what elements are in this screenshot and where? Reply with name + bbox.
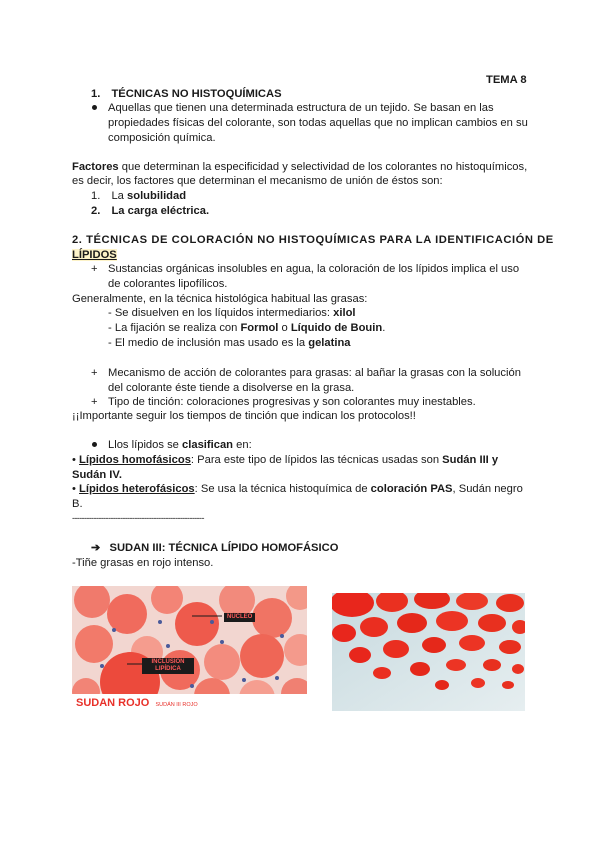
- label-inclusion: [142, 658, 194, 674]
- plus-bullet-3: +: [91, 396, 98, 408]
- clasif-pre: Llos lípidos se: [108, 439, 183, 451]
- dash-item-3: - El medio de inclusión mas usado es la gelatina: [108, 337, 351, 349]
- dash-2-mid: o: [278, 322, 291, 334]
- homo-label: Lípidos homofásicos: [79, 454, 191, 466]
- label-inclusion-line-2: LIPÍDICA: [155, 666, 181, 672]
- section1-title: TÉCNICAS NO HISTOQUÍMICAS: [111, 88, 282, 100]
- label-nucleo: NÚCLEO: [224, 613, 255, 622]
- label-inclusion-line-1: INCLUSIÓN: [151, 659, 185, 665]
- caption-main: SUDAN ROJO: [76, 697, 150, 709]
- section1-heading: [91, 87, 282, 101]
- sudan-heading: [91, 541, 338, 555]
- droplets-svg: [332, 593, 525, 711]
- section2-title-line-1: 2. TÉCNICAS DE COLORACIÓN NO HISTOQUÍMICAS PARA LA IDENTIFICACIÓN DE: [72, 234, 554, 246]
- plus1-line-1: Sustancias orgánicas insolubles en agua, la coloración de los lípidos implica el uso: [108, 263, 520, 275]
- sudan-subtitle: -Tiñe grasas en rojo intenso.: [72, 557, 214, 569]
- clasif-end: en:: [233, 439, 252, 451]
- factores-item-1-number: 1.: [91, 190, 101, 202]
- factores-text: que determinan la especificidad y selectividad de los colorantes no histoquímicos,: [118, 161, 528, 173]
- sudan-droplets-image: [332, 593, 525, 711]
- factores-line-2: es decir, los factores que determinan el mecanismo de unión de éstos son:: [72, 175, 443, 187]
- plus-bullet-1: +: [91, 263, 98, 275]
- caption-small: SUDÁN III ROJO: [155, 702, 198, 708]
- plus1-line-2: de colorantes lipofílicos.: [108, 278, 228, 290]
- factores-lead: Factores: [72, 161, 119, 173]
- important-line: ¡¡Importante seguir los tiempos de tinción que indican los protocolos!!: [72, 410, 416, 422]
- hetero-end: , Sudán negro: [452, 483, 523, 495]
- dash-3-bold: gelatina: [308, 337, 351, 349]
- clasif-bold: clasifican: [182, 439, 234, 451]
- factores-item-1: [91, 189, 186, 203]
- general-line: Generalmente, en la técnica histológica habitual las grasas:: [72, 293, 368, 305]
- hetero-bold: coloración PAS: [370, 483, 453, 495]
- hetero-line-1: • Lípidos heterofásicos: Se usa la técnica histoquímica de coloración PAS, Sudán negro: [72, 483, 523, 495]
- section1-number: 1.: [91, 88, 101, 100]
- homo-line-2: Sudán IV.: [72, 469, 122, 481]
- factores-item-1-bold: solubilidad: [127, 190, 187, 202]
- arrow-icon: ➔: [91, 542, 101, 554]
- factores-item-2-number: 2.: [91, 205, 101, 217]
- homo-text: : Para este tipo de lípidos las técnicas usadas son: [190, 454, 443, 466]
- homo-bold: Sudán III y: [442, 454, 499, 466]
- plus-bullet-2: +: [91, 367, 98, 379]
- section1-bullet-line-3: composición química.: [108, 132, 216, 144]
- dash-3-pre: El medio de inclusión mas usado es la: [114, 337, 309, 349]
- section1-bullet-line-2: propiedades físicas del colorante, son todas aquellas que no implican cambios en su: [108, 117, 528, 129]
- plus2-line-1: Mecanismo de acción de colorantes para grasas: al bañar la grasas con la solución: [108, 367, 521, 379]
- dash-2-end: .: [382, 322, 386, 334]
- micrograph-svg: [72, 586, 307, 712]
- lipidos-highlight: LÍPIDOS: [72, 249, 117, 261]
- plus2-line-2: del colorante éste tiende a disolverse en la grasa.: [108, 382, 355, 394]
- factores-item-2: [91, 204, 209, 218]
- factores-item-2-text: La carga eléctrica.: [111, 205, 210, 217]
- dash-1-pre: Se disuelven en los líquidos intermediarios:: [114, 307, 334, 319]
- dash-1-bold: xilol: [333, 307, 356, 319]
- sudan-title: SUDAN III: TÉCNICA LÍPIDO HOMOFÁSICO: [109, 542, 339, 554]
- hetero-label: Lípidos heterofásicos: [79, 483, 195, 495]
- tema-label: TEMA 8: [486, 74, 527, 86]
- sudan-rojo-micrograph: [72, 586, 307, 712]
- dash-item-2: - La fijación se realiza con Formol o Líquido de Bouin.: [108, 322, 386, 334]
- dash-2-bold-1: Formol: [240, 322, 279, 334]
- clasif-line: [108, 438, 252, 452]
- section1-bullet-line-1: Aquellas que tienen una determinada estructura de un tejido. Se basan en las: [108, 102, 494, 114]
- hetero-text: : Se usa la técnica histoquímica de: [194, 483, 371, 495]
- dash-item-1: - Se disuelven en los líquidos intermediarios: xilol: [108, 307, 356, 319]
- dash-2-pre: La fijación se realiza con: [114, 322, 241, 334]
- plus3-line: Tipo de tinción: coloraciones progresivas y son colorantes muy inestables.: [108, 396, 476, 408]
- factores-item-1-pre: La: [111, 190, 128, 202]
- factores-line-1: [72, 160, 527, 174]
- section1-bullet: [92, 105, 97, 110]
- section2-title-line-2: [72, 248, 117, 262]
- dash-2-bold-2: Líquido de Bouin: [290, 322, 383, 334]
- separator-line: -------------------------------------------------------: [72, 513, 204, 523]
- caption-sudan-rojo: [76, 697, 198, 709]
- homo-line-1: • Lípidos homofásicos: Para este tipo de lípidos las técnicas usadas son Sudán III y: [72, 454, 499, 466]
- hetero-line-2: B.: [72, 498, 83, 510]
- clasif-bullet: [92, 442, 97, 447]
